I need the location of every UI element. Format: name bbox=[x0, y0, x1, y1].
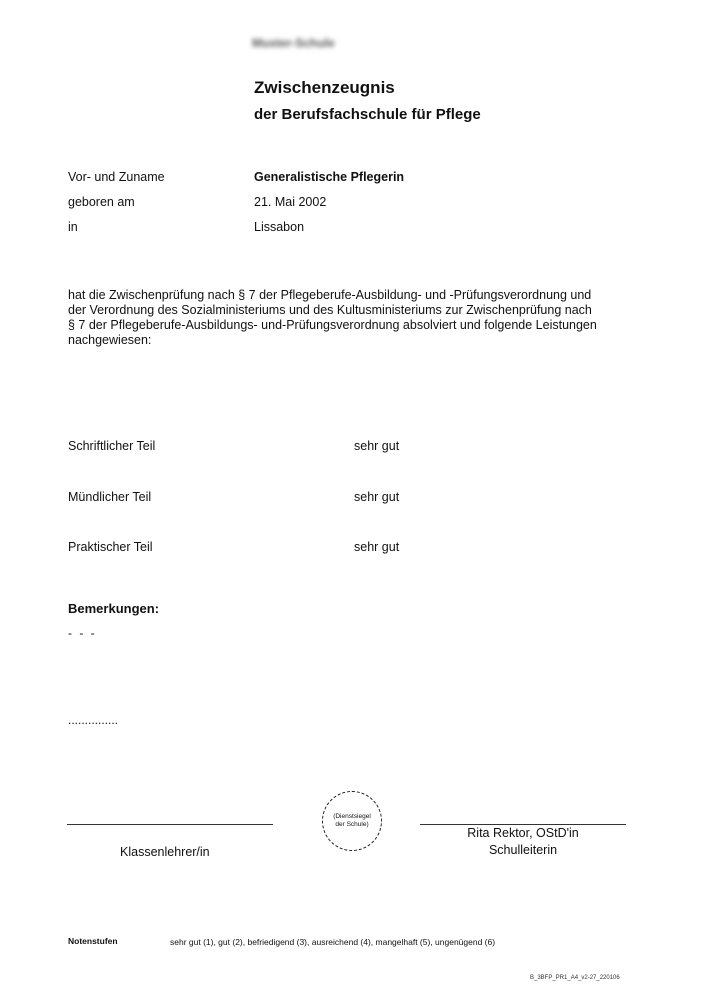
grade-scale-label: Notenstufen bbox=[68, 936, 118, 946]
name-value: Generalistische Pflegerin bbox=[254, 170, 405, 184]
seal-text: der Schule) bbox=[335, 821, 369, 828]
remarks-heading: Bemerkungen: bbox=[68, 601, 160, 616]
intro-line: der Verordnung des Sozialministeriums und des Kultusministeriums zur Zwischenprüfung nach bbox=[68, 303, 592, 317]
grade-practical-value: sehr gut bbox=[354, 540, 400, 554]
signature-line-right bbox=[420, 824, 626, 825]
intro-paragraph bbox=[68, 288, 648, 348]
birth-label: geboren am bbox=[68, 195, 135, 209]
principal-role: Schulleiterin bbox=[488, 843, 558, 857]
principal-name: Rita Rektor, OStD'in bbox=[467, 826, 579, 840]
remarks-dots: ............... bbox=[68, 713, 119, 727]
signature-line-left bbox=[67, 824, 273, 825]
document-subtitle: der Berufsfachschule für Pflege bbox=[254, 106, 481, 123]
teacher-caption: Klassenlehrer/in bbox=[120, 845, 210, 859]
seal-text: (Dienstsiegel bbox=[333, 813, 371, 820]
intro-line: hat die Zwischenprüfung nach § 7 der Pflegeberufe-Ausbildung- und -Prüfungsverordnung und bbox=[68, 288, 592, 302]
school-name: Muster-Schule bbox=[252, 36, 335, 50]
intro-line: nachgewiesen: bbox=[68, 333, 152, 347]
grade-practical-label: Praktischer Teil bbox=[68, 540, 153, 554]
grade-written-label: Schriftlicher Teil bbox=[68, 439, 156, 453]
grade-oral-label: Mündlicher Teil bbox=[68, 490, 152, 504]
grade-scale: sehr gut (1), gut (2), befriedigend (3), ausreichend (4), mangelhaft (5), ungenügend (6) bbox=[170, 937, 496, 947]
place-label: in bbox=[68, 220, 78, 234]
name-label: Vor- und Zuname bbox=[68, 170, 165, 184]
birth-value: 21. Mai 2002 bbox=[254, 195, 327, 209]
intro-line: § 7 der Pflegeberufe-Ausbildungs- und-Prüfungsverordnung absolviert und folgende Leistungen bbox=[68, 318, 597, 332]
place-value: Lissabon bbox=[254, 220, 305, 234]
document-code: B_3BFP_PR1_A4_v2-27_220106 bbox=[530, 975, 620, 981]
grade-written-value: sehr gut bbox=[354, 439, 400, 453]
seal-stamp bbox=[322, 791, 382, 851]
grade-oral-value: sehr gut bbox=[354, 490, 400, 504]
document-title: Zwischenzeugnis bbox=[254, 78, 395, 97]
remarks-text: - - - bbox=[68, 626, 97, 640]
